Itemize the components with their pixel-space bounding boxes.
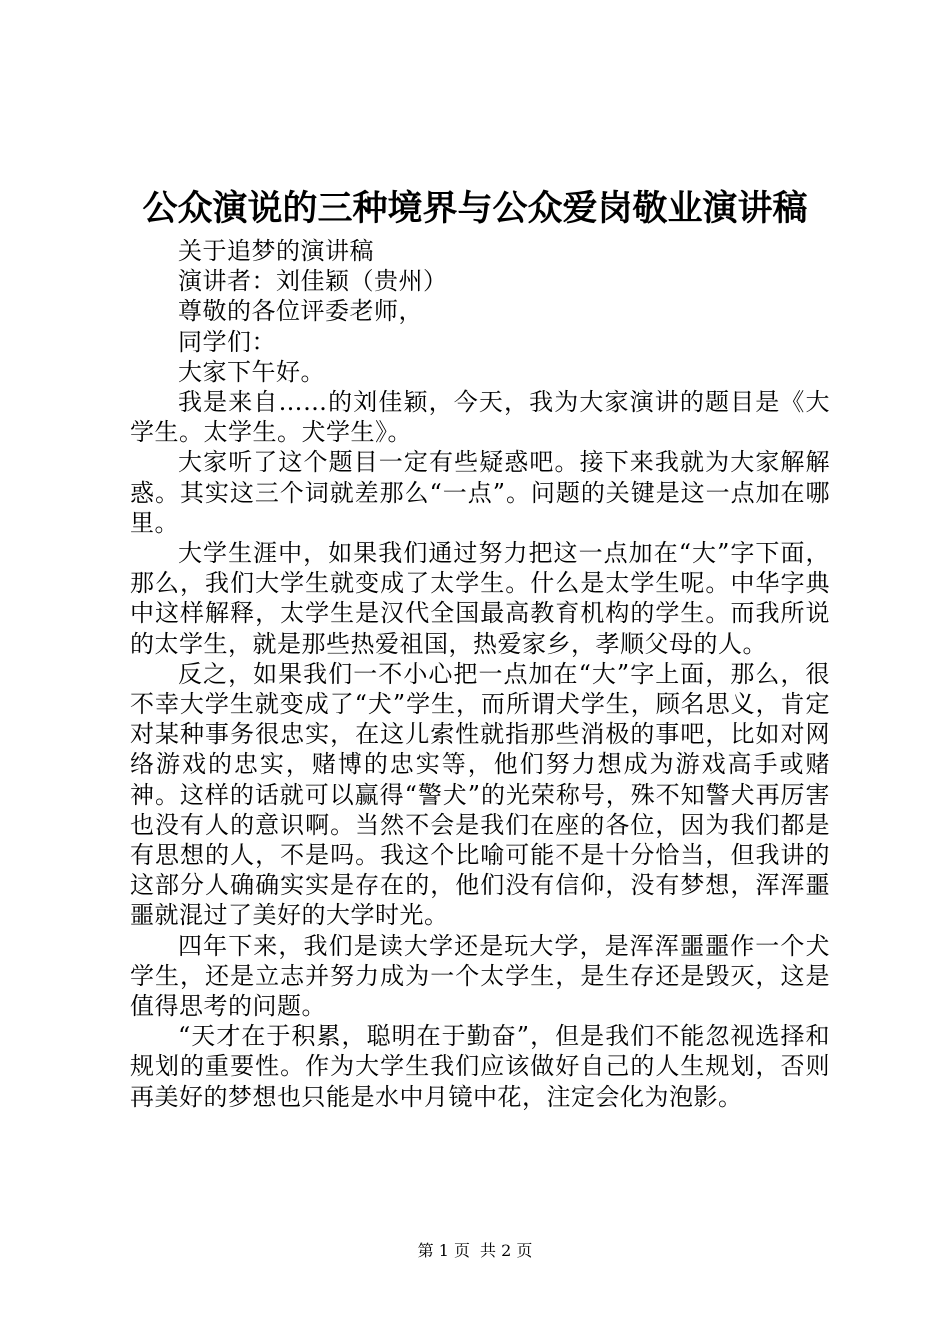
page-total: 共 2 页 (480, 1241, 533, 1260)
paragraph-four-years: 四年下来，我们是读大学还是玩大学，是浑浑噩噩作一个犬学生，还是立志并努力成为一个太学生，是生存还是毁灭，这是值得思考的问题。 (130, 931, 830, 1021)
paragraph-quan-student: 反之，如果我们一不小心把一点加在“大”字上面，那么，很不幸大学生就变成了“犬”学生，而所谓犬学生，顾名思义，肯定对某种事务很忠实，在这儿索性就指那些消极的事吧，比如对网络游戏的忠实，赌博的忠实等，他们努力想成为游戏高手或赌神。这样的话就可以赢得“警犬”的光荣称号，殊不知警犬再厉害也没有人的意识啊。当然不会是我们在座的各位，因为我们都是有思想的人，不是吗。我这个比喻可能不是十分恰当，但我讲的这部分人确确实实是存在的，他们没有信仰，没有梦想，浑浑噩噩就混过了美好的大学时光。 (130, 659, 830, 930)
page-number: 第 1 页 (417, 1241, 470, 1260)
document-body (130, 236, 830, 1112)
paragraph-intro: 我是来自……的刘佳颖，今天，我为大家演讲的题目是《大学生。太学生。犬学生》。 (130, 388, 830, 447)
paragraph-speaker: 演讲者：刘佳颖（贵州） (178, 267, 448, 296)
document-title: 公众演说的三种境界与公众爱岗敬业演讲稿 (142, 188, 808, 229)
page-footer (0, 1240, 950, 1262)
paragraph-planning: “天才在于积累，聪明在于勤奋”，但是我们不能忽视选择和规划的重要性。作为大学生我们应该做好自己的人生规划，否则再美好的梦想也只能是水中月镜中花，注定会化为泡影。 (130, 1022, 830, 1111)
paragraph-topic: 关于追梦的演讲稿 (178, 237, 374, 265)
paragraph-question: 大家听了这个题目一定有些疑惑吧。接下来我就为大家解解惑。其实这三个词就差那么“一点”。问题的关键是这一点加在哪里。 (130, 448, 830, 537)
paragraph-greeting-students: 同学们： (178, 327, 276, 356)
paragraph-greeting-judges: 尊敬的各位评委老师， (178, 297, 423, 326)
paragraph-good-afternoon: 大家下午好。 (178, 357, 325, 386)
paragraph-tai-student: 大学生涯中，如果我们通过努力把这一点加在“大”字下面，那么，我们大学生就变成了太学生。什么是太学生呢。中华字典中这样解释，太学生是汉代全国最高教育机构的学生。而我所说的太学生，就是那些热爱祖国，热爱家乡，孝顺父母的人。 (130, 539, 830, 658)
